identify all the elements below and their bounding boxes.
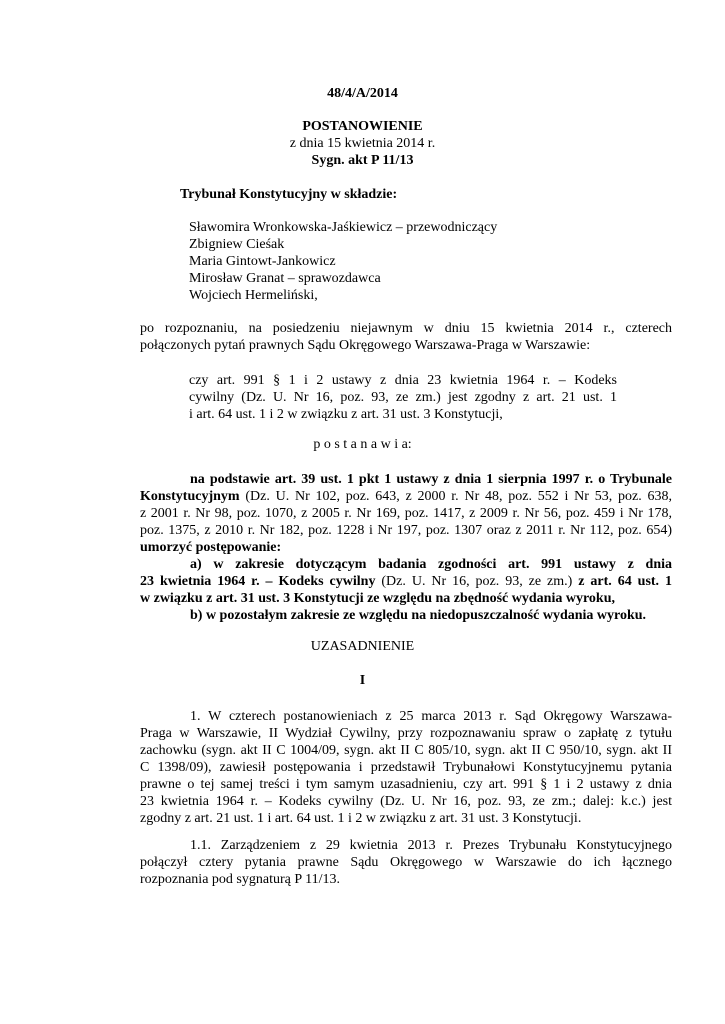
justification-paragraph-1 [140, 708, 672, 827]
justification-paragraph-2 [140, 837, 672, 888]
document-number: 48/4/A/2014 [327, 86, 398, 101]
paragraph-line: 1.1. Zarządzeniem z 29 kwietnia 2013 r. Prezes Trybunału Konstytucyjnego [190, 838, 672, 853]
question-line: cywilny (Dz. U. Nr 16, poz. 93, ze zm.) jest zgodny z art. 21 ust. 1 [189, 390, 617, 405]
decision-word: p o s t a n a w i a: [313, 437, 412, 452]
paragraph-line: C 1398/09), zawiesił postępowania i przedstawił Trybunałowi Konstytucyjnemu pytania [140, 760, 672, 775]
justification-heading: UZASADNIENIE [310, 639, 415, 654]
paragraph-line: Praga w Warszawie, II Wydział Cywilny, przy rozpoznawaniu spraw o zapłatę z tytułu [140, 726, 672, 741]
question-line: i art. 64 ust. 1 i 2 w związku z art. 31 ust. 3 Konstytucji, [189, 407, 503, 422]
decision-line: Konstytucyjnym (Dz. U. Nr 102, poz. 643, z 2000 r. Nr 48, poz. 552 i Nr 53, poz. 638, [140, 489, 672, 504]
document-date: z dnia 15 kwietnia 2014 r. [289, 136, 436, 151]
paragraph-line: zgodny z art. 21 ust. 1 i art. 64 ust. 1 i 2 w związku z art. 31 ust. 3 Konstytucji. [140, 811, 582, 826]
judge-item: Sławomira Wronkowska-Jaśkiewicz – przewodniczący [189, 220, 498, 235]
decision-point-b: b) w pozostałym zakresie ze względu na niedopuszczalność wydania wyroku. [190, 608, 647, 623]
intro-line: po rozpoznaniu, na posiedzeniu niejawnym w dniu 15 kwietnia 2014 r., czterech [140, 321, 672, 336]
case-signature: Sygn. akt P 11/13 [311, 153, 414, 168]
judges-list [189, 219, 497, 304]
question-line: czy art. 991 § 1 i 2 ustawy z dnia 23 kwietnia 1964 r. – Kodeks [189, 373, 617, 388]
intro-line: połączonych pytań prawnych Sądu Okręgowego Warszawa-Praga w Warszawie: [140, 338, 591, 353]
paragraph-line: rozpoznania pod sygnaturą P 11/13. [140, 872, 340, 887]
decision-point-a-line: 23 kwietnia 1964 r. – Kodeks cywilny (Dz. U. Nr 16, poz. 93, ze zm.) z art. 64 ust. 1 [140, 574, 672, 589]
decision-block [140, 471, 672, 624]
decision-line: z 2001 r. Nr 98, poz. 1070, z 2005 r. Nr 169, poz. 1417, z 2009 r. Nr 56, poz. 459 i Nr 178, [140, 506, 672, 521]
intro-paragraph [140, 320, 672, 354]
judge-item: Wojciech Hermeliński, [189, 288, 318, 303]
paragraph-line: połączył cztery pytania prawne Sądu Okręgowego w Warszawie do ich łącznego [140, 855, 672, 870]
legal-question [189, 372, 617, 423]
judge-item: Maria Gintowt-Jankowicz [189, 254, 336, 269]
judge-item: Zbigniew Cieśak [189, 237, 285, 252]
paragraph-line: 1. W czterech postanowieniach z 25 marca 2013 r. Sąd Okręgowy Warszawa- [190, 709, 672, 724]
section-roman-numeral: I [359, 673, 366, 688]
paragraph-line: prawne o tej samej treści i tym samym uzasadnieniu, czy art. 991 § 1 i 2 ustawy z dnia [140, 777, 672, 792]
decision-line: na podstawie art. 39 ust. 1 pkt 1 ustawy z dnia 1 sierpnia 1997 r. o Trybunale [190, 472, 672, 487]
paragraph-line: 23 kwietnia 1964 r. – Kodeks cywilny (Dz. U. Nr 16, poz. 93, ze zm.; dalej: k.c.) jest [140, 794, 672, 809]
decision-line: umorzyć postępowanie: [140, 540, 282, 555]
decision-line: poz. 1375, z 2010 r. Nr 182, poz. 1228 i Nr 197, poz. 1307 oraz z 2011 r. Nr 112, poz. 654) [140, 523, 672, 538]
decision-point-a-line: w związku z art. 31 ust. 3 Konstytucji ze względu na zbędność wydania wyroku, [140, 591, 615, 606]
paragraph-line: zachowku (sygn. akt II C 1004/09, sygn. akt II C 805/10, sygn. akt II C 950/10, sygn. akt II [140, 743, 672, 758]
composition-heading: Trybunał Konstytucyjny w składzie: [180, 187, 398, 202]
judge-item: Mirosław Granat – sprawozdawca [189, 271, 381, 286]
decision-point-a: a) w zakresie dotyczącym badania zgodności art. 991 ustawy z dnia [190, 557, 672, 572]
document-title: POSTANOWIENIE [302, 119, 423, 134]
